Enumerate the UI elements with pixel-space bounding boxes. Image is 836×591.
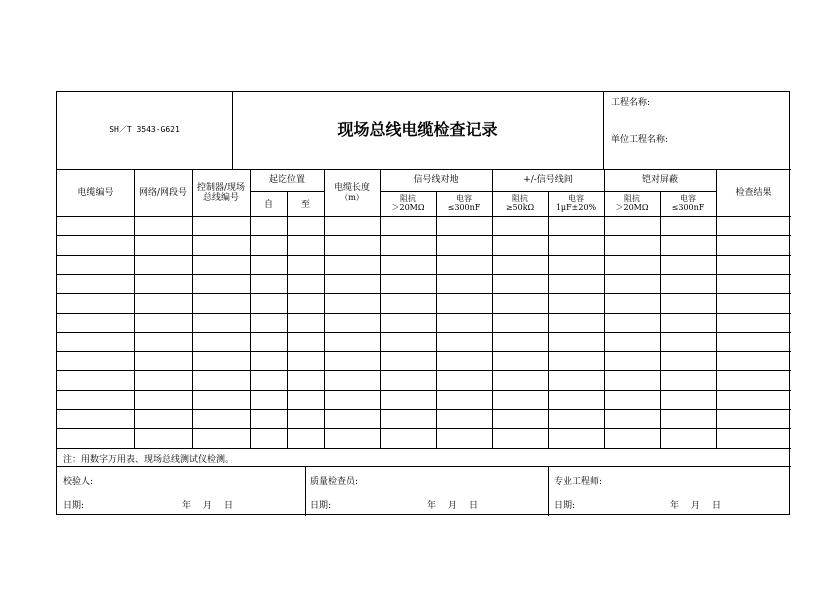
col-length-line2: （m） bbox=[340, 193, 364, 202]
table-row-line bbox=[57, 448, 791, 449]
inspector-year: 年 bbox=[182, 501, 192, 511]
inspection-record-form bbox=[56, 91, 790, 515]
engineer-day: 日 bbox=[712, 501, 722, 511]
column-line bbox=[134, 169, 135, 448]
col-cable-no: 电缆编号 bbox=[77, 188, 114, 198]
page-title: 现场总线电缆检查记录 bbox=[337, 120, 498, 139]
engineer-year: 年 bbox=[670, 501, 680, 511]
sh-resistance-label: 阻抗 bbox=[624, 194, 640, 203]
engineer-date-label: 日期: bbox=[554, 501, 576, 511]
table-row-line bbox=[57, 255, 791, 256]
col-result: 检查结果 bbox=[735, 188, 772, 198]
inspector-label: 校验人: bbox=[63, 477, 94, 487]
table-row-line bbox=[57, 351, 791, 352]
col-from: 自 bbox=[263, 200, 273, 210]
engineer-month: 月 bbox=[691, 501, 701, 511]
table-row-line bbox=[57, 274, 791, 275]
sh-resistance-value: ＞20MΩ bbox=[615, 203, 649, 212]
col-signal-between: +/-信号线间 bbox=[523, 175, 573, 185]
column-line bbox=[436, 191, 437, 448]
col-start-end: 起讫位置 bbox=[268, 175, 305, 185]
sg-capacitance-value: ≤300nF bbox=[447, 203, 481, 212]
engineer-label: 专业工程师: bbox=[554, 477, 603, 487]
table-row-line bbox=[57, 313, 791, 314]
col-network-segment: 网络/网段号 bbox=[138, 188, 188, 198]
sg-resistance-value: ＞20MΩ bbox=[391, 203, 425, 212]
col-length-line1: 电缆长度 bbox=[333, 183, 370, 193]
inspector-date-label: 日期: bbox=[63, 501, 85, 511]
signature-divider bbox=[548, 466, 549, 516]
header-bottom bbox=[57, 169, 791, 170]
sb-capacitance-label: 电容 bbox=[568, 194, 584, 203]
inspector-day: 日 bbox=[224, 501, 234, 511]
column-line bbox=[192, 169, 193, 448]
col-shield-to-ground: 铠对屏蔽 bbox=[641, 175, 678, 185]
sb-resistance-value: ≥50kΩ bbox=[505, 203, 535, 212]
unit-project-name-label: 单位工程名称: bbox=[611, 135, 669, 145]
note-text: 注：用数字万用表、现场总线测试仪检测。 bbox=[63, 455, 235, 465]
sb-capacitance-value: 1μF±20% bbox=[555, 203, 597, 212]
sh-capacitance-value: ≤300nF bbox=[671, 203, 705, 212]
quality-inspector-label: 质量检查员: bbox=[310, 477, 359, 487]
col-signal-to-ground: 信号线对地 bbox=[413, 175, 459, 185]
signature-divider bbox=[305, 466, 306, 516]
quality-month: 月 bbox=[448, 501, 458, 511]
quality-day: 日 bbox=[469, 501, 479, 511]
quality-date-label: 日期: bbox=[310, 501, 332, 511]
table-row-line bbox=[57, 428, 791, 429]
sb-resistance-label: 阻抗 bbox=[512, 194, 528, 203]
table-row-line bbox=[57, 390, 791, 391]
sg-capacitance-label: 电容 bbox=[456, 194, 472, 203]
col-to: 至 bbox=[300, 200, 310, 210]
table-row-line bbox=[57, 235, 791, 236]
note-bottom bbox=[57, 466, 791, 467]
sh-capacitance-label: 电容 bbox=[680, 194, 696, 203]
column-line bbox=[716, 169, 717, 448]
column-line bbox=[660, 191, 661, 448]
column-line bbox=[287, 191, 288, 448]
col-controller-line1: 控制器/现场 bbox=[196, 183, 246, 193]
inspector-month: 月 bbox=[203, 501, 213, 511]
table-row-line bbox=[57, 332, 791, 333]
sg-resistance-label: 阻抗 bbox=[400, 194, 416, 203]
project-name-label: 工程名称: bbox=[611, 98, 651, 108]
standard-code: SH／T 3543-G621 bbox=[109, 125, 180, 134]
table-row-line bbox=[57, 293, 791, 294]
column-line bbox=[548, 191, 549, 448]
col-controller-line2: 总线编号 bbox=[202, 193, 239, 203]
quality-year: 年 bbox=[427, 501, 437, 511]
column-header-bottom bbox=[57, 216, 791, 217]
table-row-line bbox=[57, 409, 791, 410]
header-divider bbox=[603, 92, 604, 169]
table-row-line bbox=[57, 370, 791, 371]
column-line bbox=[250, 169, 251, 448]
column-line bbox=[324, 169, 325, 448]
